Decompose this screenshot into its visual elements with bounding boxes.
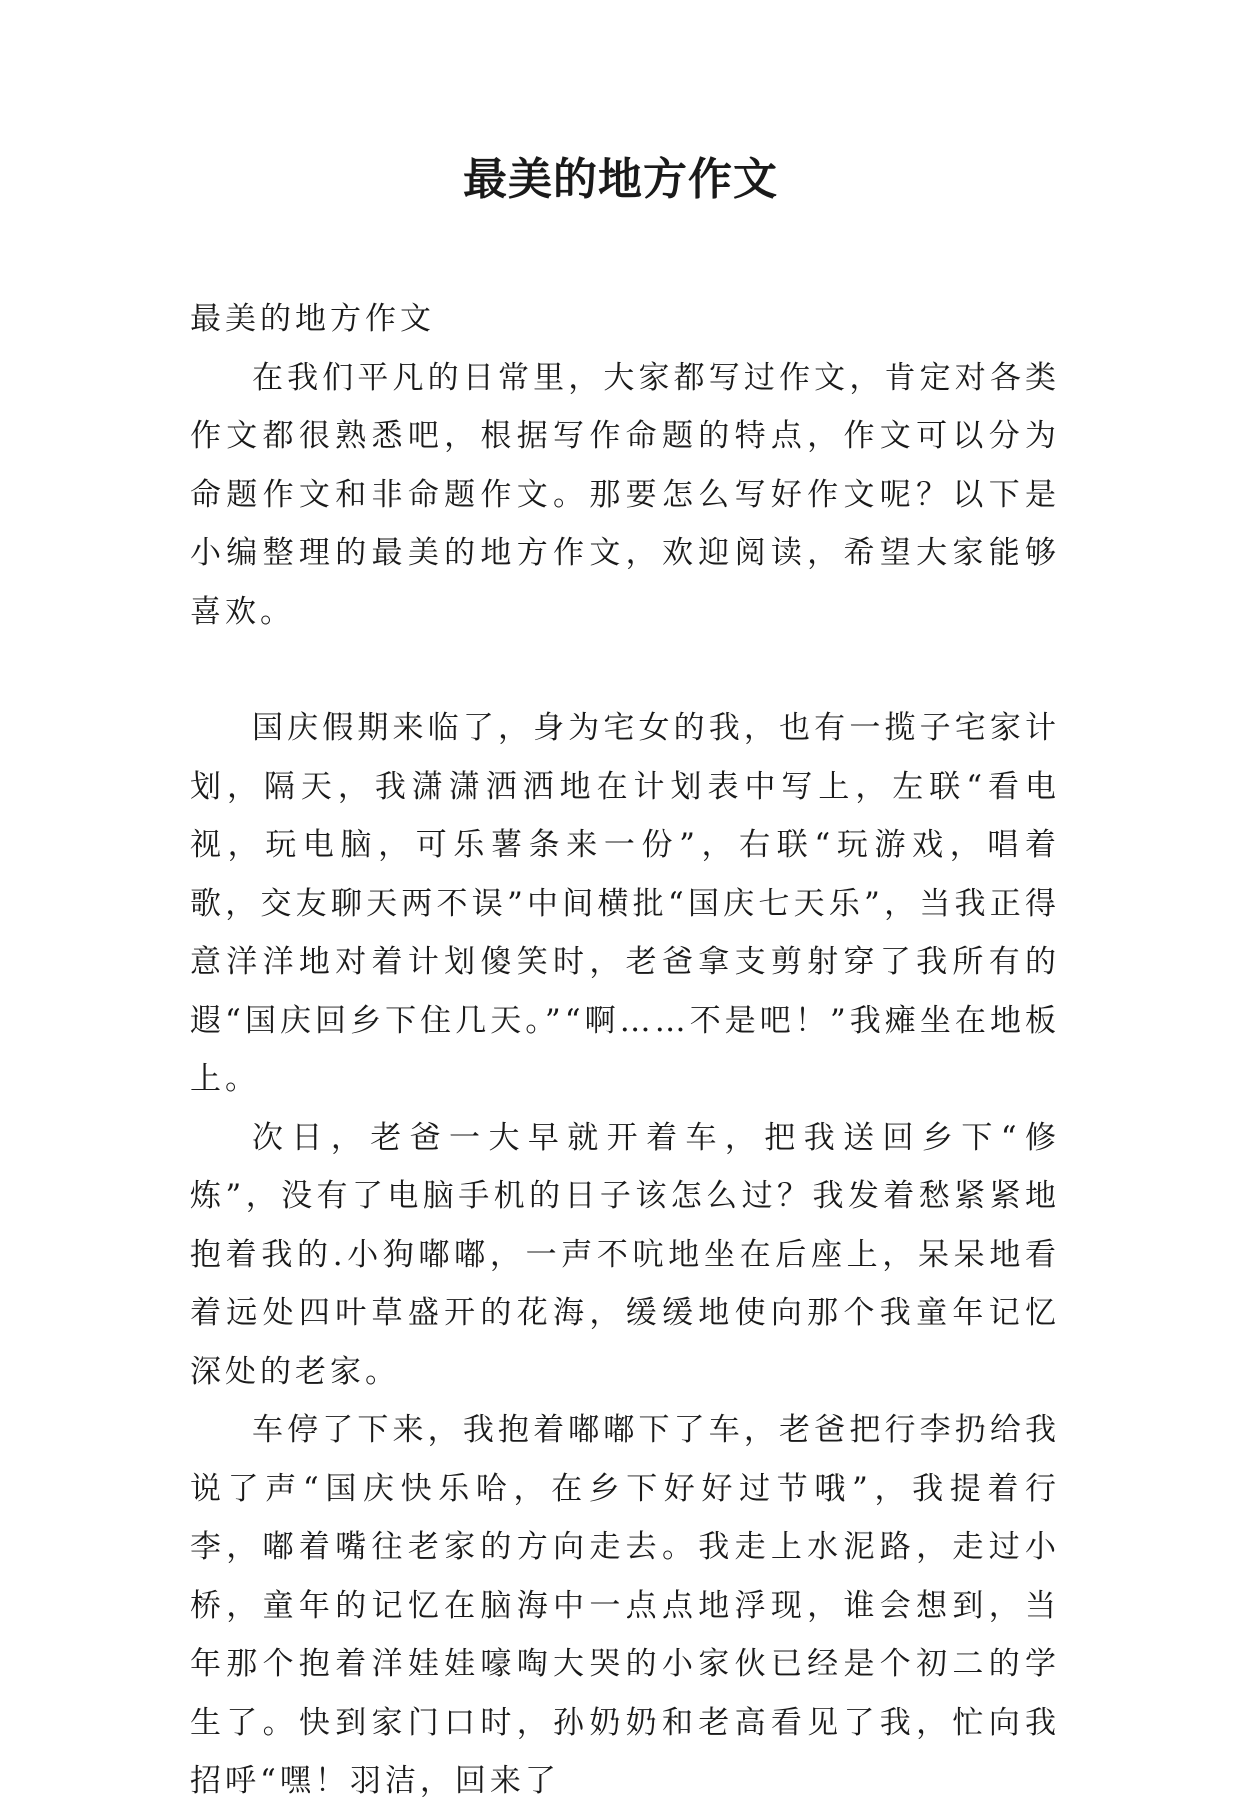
paragraph-arrival: 车停了下来，我抱着嘟嘟下了车，老爸把行李扔给我说了声“国庆快乐哈，在乡下好好过节哦”，我提着行李，嘟着嘴往老家的方向走去。我走上水泥路，走过小桥，童年的记忆在脑海中一点点地浮现，谁会想到，当年那个抱着洋娃娃嚎啕大哭的小家伙已经是个初二的学生了。快到家门口时，孙奶奶和老高看见了我，忙向我招呼“嘿！羽洁，回来了: [190, 1412, 1060, 1799]
paragraph-next-day: 次日，老爸一大早就开着车，把我送回乡下“修炼”，没有了电脑手机的日子该怎么过？我发着愁紧紧地抱着我的.小狗嘟嘟，一声不吭地坐在后座上，呆呆地看着远处四叶草盛开的花海，缓缓地使向那个我童年记忆深处的老家。: [190, 1119, 1060, 1390]
paragraph-intro: 在我们平凡的日常里，大家都写过作文，肯定对各类作文都很熟悉吧，根据写作命题的特点，作文可以分为命题作文和非命题作文。那要怎么写好作文呢？以下是小编整理的最美的地方作文，欢迎阅读，希望大家能够喜欢。: [190, 359, 1060, 630]
document-subtitle: 最美的地方作文: [190, 301, 435, 337]
paragraph-holiday-plan: 国庆假期来临了，身为宅女的我，也有一揽子宅家计划，隔天，我潇潇洒洒地在计划表中写上，左联“看电视，玩电脑，可乐薯条来一份”，右联“玩游戏，唱着歌，交友聊天两不误”中间横批“国庆七天乐”，当我正得意洋洋地对着计划傻笑时，老爸拿支剪射穿了我所有的遐“国庆回乡下住几天。”“啊……不是吧！”我瘫坐在地板上。: [190, 710, 1060, 1097]
document-body: [190, 290, 1060, 1811]
document-title: 最美的地方作文: [463, 154, 778, 205]
